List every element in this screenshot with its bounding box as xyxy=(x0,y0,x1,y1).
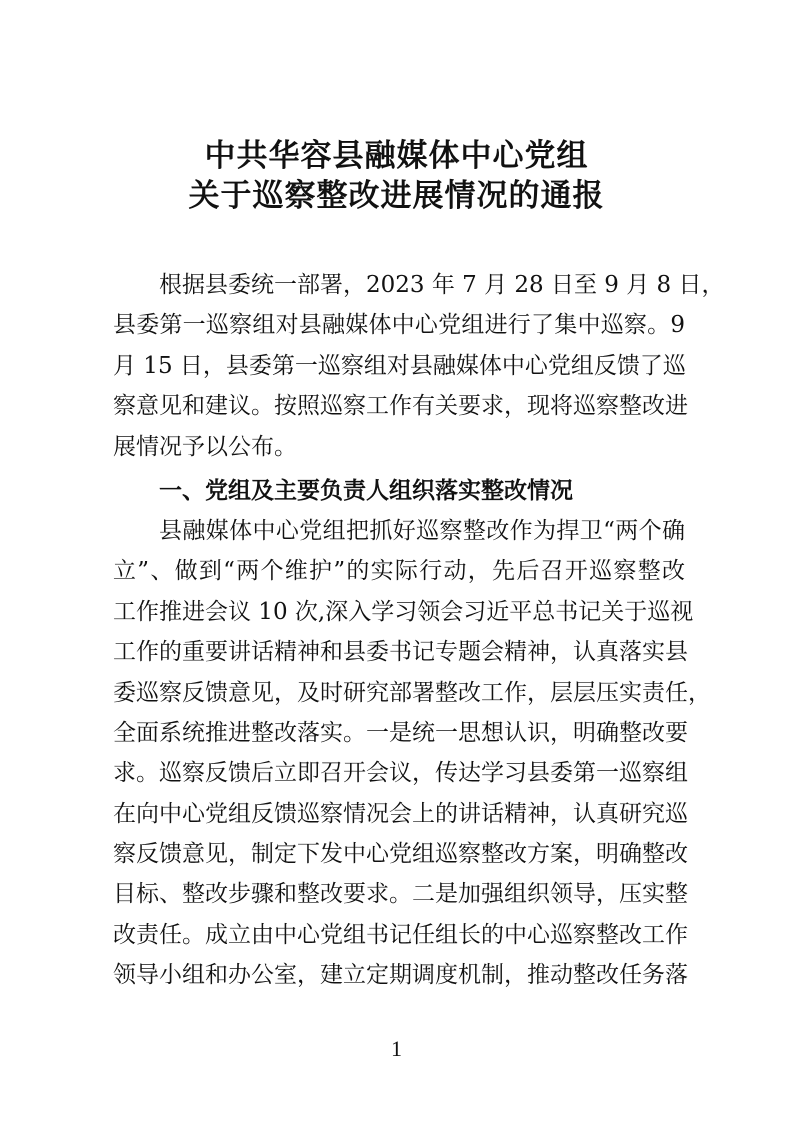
text-line: 察意见和建议。按照巡察工作有关要求，现将巡察整改进 xyxy=(113,393,688,420)
text-line: 立”、做到“两个维护”的实际行动，先后召开巡察整改 xyxy=(113,558,685,585)
section-heading: 一、党组及主要负责人组织落实整改情况 xyxy=(159,476,573,504)
text-line: 工作的重要讲话精神和县委书记专题会精神，认真落实县 xyxy=(113,639,688,666)
text-line: 县委第一巡察组对县融媒体中心党组进行了集中巡察。9 xyxy=(113,312,685,339)
text-line: 根据县委统一部署，2023 年 7 月 28 日至 9 月 8 日， xyxy=(159,272,725,298)
title-line-2: 关于巡察整改进展情况的通报 xyxy=(188,178,605,214)
text-line: 改责任。成立由中心党组书记任组长的中心巡察整改工作 xyxy=(113,921,688,948)
text-line: 县融媒体中心党组把抓好巡察整改作为捍卫“两个确 xyxy=(159,517,685,544)
text-line: 展情况予以公布。 xyxy=(113,433,297,460)
paragraph-section1 xyxy=(113,511,711,996)
text-line: 在向中心党组反馈巡察情况会上的讲话精神，认真研究巡 xyxy=(113,800,688,827)
text-line: 全面系统推进整改落实。一是统一思想认识，明确整改要 xyxy=(113,719,688,746)
text-line: 察反馈意见，制定下发中心党组巡察整改方案，明确整改 xyxy=(113,841,688,868)
paragraph-intro xyxy=(113,265,725,467)
text-line: 领导小组和办公室，建立定期调度机制，推动整改任务落 xyxy=(113,962,688,989)
text-line: 目标、整改步骤和整改要求。二是加强组织领导，压实整 xyxy=(113,881,688,908)
text-line: 月 15 日，县委第一巡察组对县融媒体中心党组反馈了巡 xyxy=(113,352,686,379)
text-line: 委巡察反馈意见，及时研究部署整改工作，层层压实责任， xyxy=(113,679,711,706)
page-number: 1 xyxy=(391,1036,402,1061)
document-body xyxy=(113,265,725,996)
text-line: 求。巡察反馈后立即召开会议，传达学习县委第一巡察组 xyxy=(113,760,688,787)
title-line-1: 中共华容县融媒体中心党组 xyxy=(204,138,589,174)
text-line: 工作推进会议 10 次,深入学习领会习近平总书记关于巡视 xyxy=(113,598,694,625)
